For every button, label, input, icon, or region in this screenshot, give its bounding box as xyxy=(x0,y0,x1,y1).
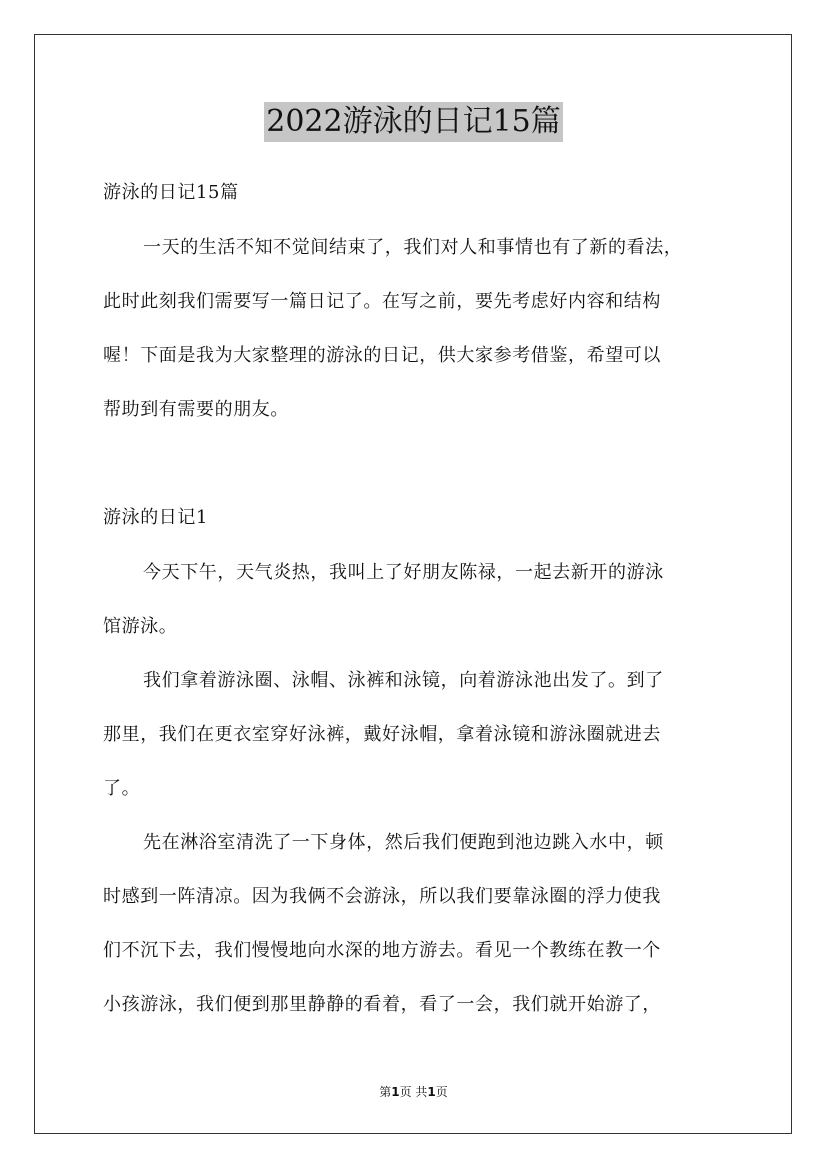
footer-prefix: 第 xyxy=(379,1085,392,1099)
page-footer xyxy=(0,1084,827,1100)
footer-page-total: 1 xyxy=(427,1085,436,1099)
title-container xyxy=(0,102,827,142)
intro-line: 一天的生活不知不觉间结束了，我们对人和事情也有了新的看法， xyxy=(143,237,683,258)
paragraph-line: 时感到一阵清凉。因为我俩不会游泳，所以我们要靠泳圈的浮力使我 xyxy=(103,886,661,907)
paragraph-line: 小孩游泳，我们便到那里静静的看着，看了一会，我们就开始游了， xyxy=(103,994,661,1015)
footer-mid: 页 共 xyxy=(399,1085,428,1099)
intro-line: 此时此刻我们需要写一篇日记了。在写之前，要先考虑好内容和结构 xyxy=(103,291,661,312)
paragraph-line: 馆游泳。 xyxy=(103,616,178,637)
footer-suffix: 页 xyxy=(435,1085,448,1099)
footer-page-current: 1 xyxy=(391,1085,400,1099)
paragraph-line: 先在淋浴室清洗了一下身体，然后我们便跑到池边跳入水中，顿 xyxy=(143,832,664,853)
section-heading: 游泳的日记1 xyxy=(103,507,209,528)
paragraph-line: 那里，我们在更衣室穿好泳裤，戴好泳帽，拿着泳镜和游泳圈就进去 xyxy=(103,724,661,745)
intro-line: 喔！下面是我为大家整理的游泳的日记，供大家参考借鉴，希望可以 xyxy=(103,345,661,366)
intro-line: 帮助到有需要的朋友。 xyxy=(103,399,289,420)
document-subtitle: 游泳的日记15篇 xyxy=(103,182,239,203)
document-title: 2022游泳的日记15篇 xyxy=(264,102,563,142)
paragraph-line: 我们拿着游泳圈、泳帽、泳裤和泳镜，向着游泳池出发了。到了 xyxy=(143,670,664,691)
paragraph-line: 今天下午，天气炎热，我叫上了好朋友陈禄，一起去新开的游泳 xyxy=(143,562,664,583)
paragraph-line: 们不沉下去，我们慢慢地向水深的地方游去。看见一个教练在教一个 xyxy=(103,940,661,961)
paragraph-line: 了。 xyxy=(103,778,141,799)
